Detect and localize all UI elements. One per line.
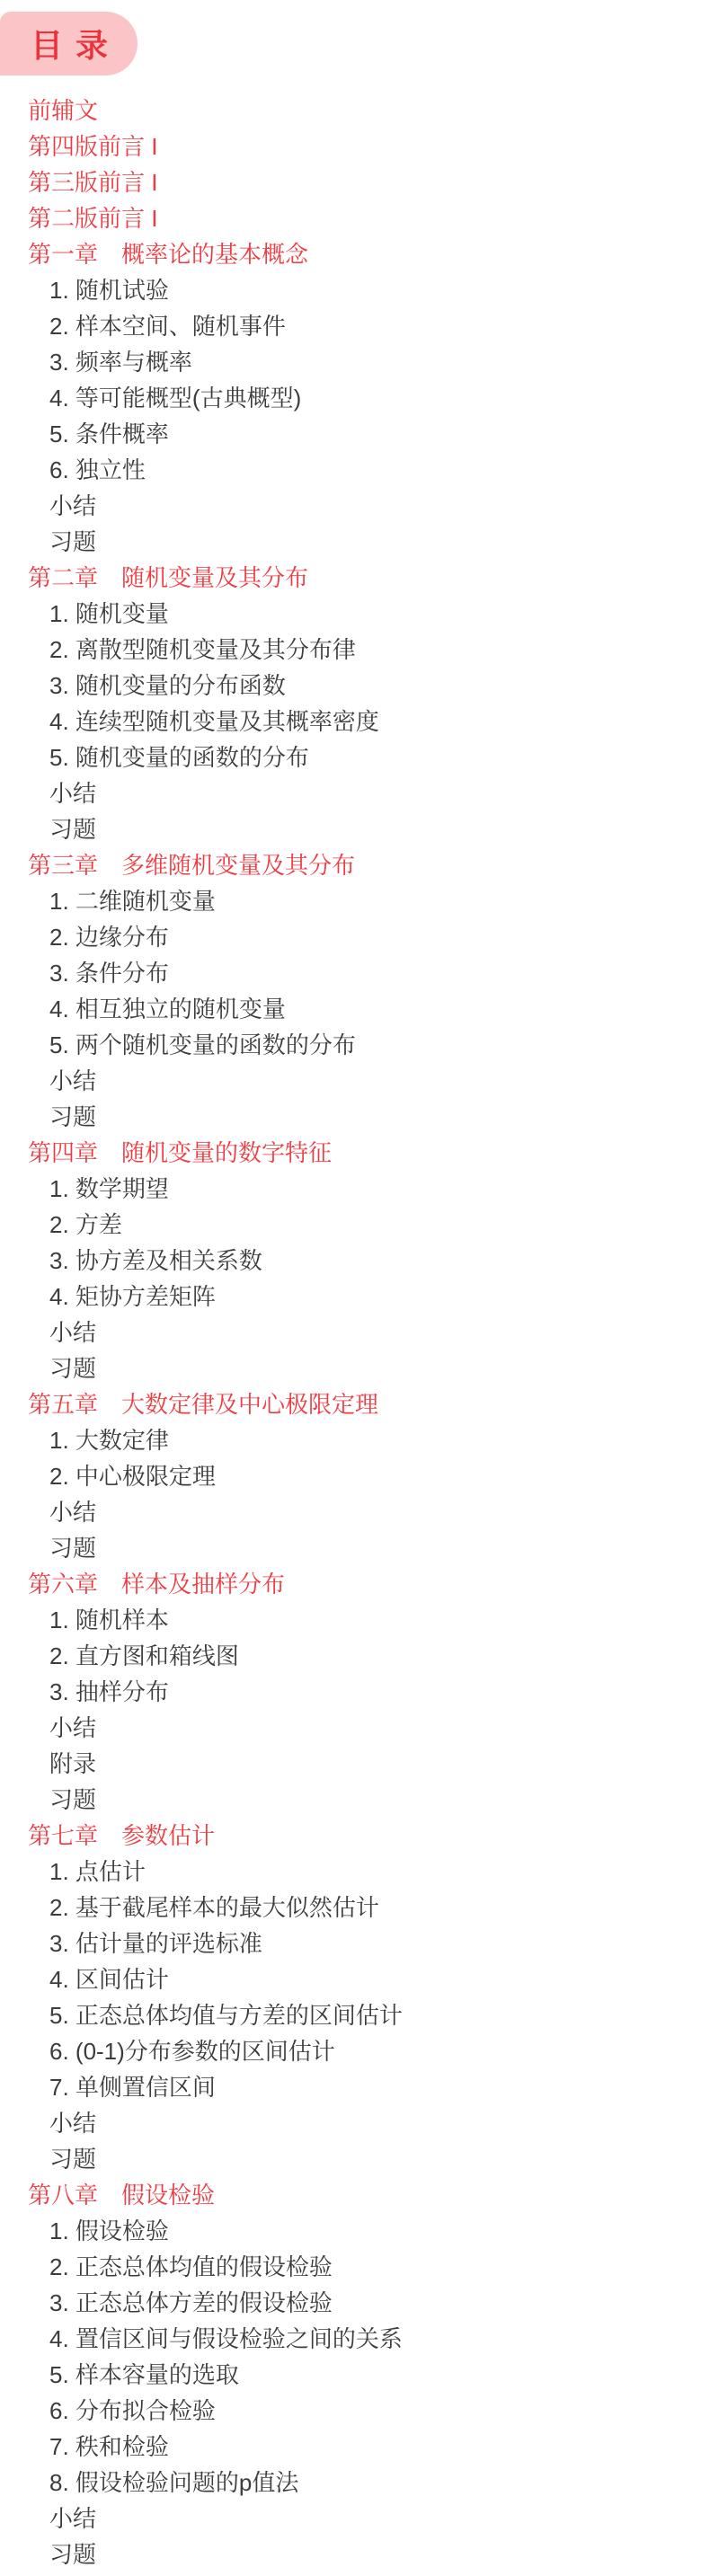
section-link[interactable]: 5. 条件概率 — [49, 420, 169, 447]
section-link[interactable]: 小结 — [49, 1499, 97, 1526]
toc-header-pill — [0, 12, 138, 75]
section-link[interactable]: 5. 两个随机变量的函数的分布 — [49, 1031, 356, 1058]
section-link[interactable]: 7. 单侧置信区间 — [49, 2074, 216, 2101]
section-link[interactable]: 附录 — [49, 1750, 97, 1777]
section-link[interactable]: 8. 假设检验问题的p值法 — [49, 2469, 299, 2496]
front-matter-link[interactable]: 第二版前言 I — [28, 205, 158, 232]
section-link[interactable]: 1. 大数定律 — [49, 1427, 169, 1454]
chapter-link[interactable]: 第三章 多维随机变量及其分布 — [28, 852, 356, 879]
section-link[interactable]: 习题 — [49, 816, 97, 843]
section-link[interactable]: 2. 基于截尾样本的最大似然估计 — [49, 1894, 379, 1921]
section-link[interactable]: 1. 点估计 — [49, 1858, 146, 1885]
section-link[interactable]: 4. 等可能概型(古典概型) — [49, 385, 302, 412]
section-link[interactable]: 习题 — [49, 2541, 97, 2568]
section-link[interactable]: 2. 边缘分布 — [49, 924, 169, 951]
section-link[interactable]: 3. 协方差及相关系数 — [49, 1247, 262, 1274]
section-link[interactable]: 小结 — [49, 2505, 97, 2532]
section-link[interactable]: 习题 — [49, 1103, 97, 1130]
section-link[interactable]: 小结 — [49, 780, 97, 807]
chapter-link[interactable]: 第二章 随机变量及其分布 — [28, 564, 309, 591]
chapter-link[interactable]: 第六章 样本及抽样分布 — [28, 1571, 286, 1598]
section-link[interactable]: 1. 假设检验 — [49, 2217, 169, 2244]
section-link[interactable]: 7. 秩和检验 — [49, 2433, 169, 2460]
section-link[interactable]: 1. 数学期望 — [49, 1175, 169, 1202]
chapter-link[interactable]: 第四章 随机变量的数字特征 — [28, 1139, 333, 1166]
section-link[interactable]: 2. 方差 — [49, 1211, 122, 1238]
section-link[interactable]: 1. 二维随机变量 — [49, 888, 216, 915]
section-link[interactable]: 2. 中心极限定理 — [49, 1463, 216, 1490]
section-link[interactable]: 2. 样本空间、随机事件 — [49, 313, 286, 340]
section-link[interactable]: 2. 离散型随机变量及其分布律 — [49, 636, 356, 663]
chapter-link[interactable]: 第一章 概率论的基本概念 — [28, 241, 309, 268]
section-link[interactable]: 2. 直方图和箱线图 — [49, 1642, 239, 1669]
section-link[interactable]: 3. 估计量的评选标准 — [49, 1930, 262, 1957]
front-matter-link[interactable]: 前辅文 — [28, 97, 99, 124]
front-matter-link[interactable]: 第三版前言 I — [28, 169, 158, 196]
toc-list — [0, 93, 710, 2572]
section-link[interactable]: 3. 抽样分布 — [49, 1678, 169, 1705]
section-link[interactable]: 6. 独立性 — [49, 456, 146, 483]
section-link[interactable]: 习题 — [49, 2146, 97, 2173]
section-link[interactable]: 小结 — [49, 2110, 97, 2137]
section-link[interactable]: 4. 相互独立的随机变量 — [49, 996, 286, 1022]
section-link[interactable]: 5. 样本容量的选取 — [49, 2361, 239, 2388]
section-link[interactable]: 习题 — [49, 1535, 97, 1562]
section-link[interactable]: 小结 — [49, 1714, 97, 1741]
section-link[interactable]: 习题 — [49, 1786, 97, 1813]
section-link[interactable]: 4. 矩协方差矩阵 — [49, 1283, 216, 1310]
section-link[interactable]: 4. 置信区间与假设检验之间的关系 — [49, 2325, 403, 2352]
section-link[interactable]: 3. 正态总体方差的假设检验 — [49, 2289, 333, 2316]
section-link[interactable]: 6. (0-1)分布参数的区间估计 — [49, 2038, 335, 2065]
front-matter-link[interactable]: 第四版前言 I — [28, 133, 158, 160]
section-link[interactable]: 2. 正态总体均值的假设检验 — [49, 2253, 333, 2280]
page-title: 目 录 — [31, 27, 111, 64]
chapter-link[interactable]: 第五章 大数定律及中心极限定理 — [28, 1391, 379, 1418]
section-link[interactable]: 1. 随机样本 — [49, 1607, 169, 1633]
section-link[interactable]: 5. 正态总体均值与方差的区间估计 — [49, 2002, 403, 2029]
section-link[interactable]: 1. 随机试验 — [49, 277, 169, 304]
section-link[interactable]: 4. 区间估计 — [49, 1966, 169, 1993]
section-link[interactable]: 小结 — [49, 1067, 97, 1094]
section-link[interactable]: 4. 连续型随机变量及其概率密度 — [49, 708, 379, 735]
section-link[interactable]: 5. 随机变量的函数的分布 — [49, 744, 309, 771]
chapter-link[interactable]: 第八章 假设检验 — [28, 2182, 216, 2209]
section-link[interactable]: 3. 条件分布 — [49, 960, 169, 987]
section-link[interactable]: 小结 — [49, 1319, 97, 1346]
chapter-link[interactable]: 第七章 参数估计 — [28, 1822, 216, 1849]
section-link[interactable]: 1. 随机变量 — [49, 600, 169, 627]
section-link[interactable]: 习题 — [49, 1355, 97, 1382]
section-link[interactable]: 习题 — [49, 528, 97, 555]
section-link[interactable]: 小结 — [49, 492, 97, 519]
section-link[interactable]: 3. 频率与概率 — [49, 349, 192, 376]
section-link[interactable]: 6. 分布拟合检验 — [49, 2397, 216, 2424]
section-link[interactable]: 3. 随机变量的分布函数 — [49, 672, 286, 699]
